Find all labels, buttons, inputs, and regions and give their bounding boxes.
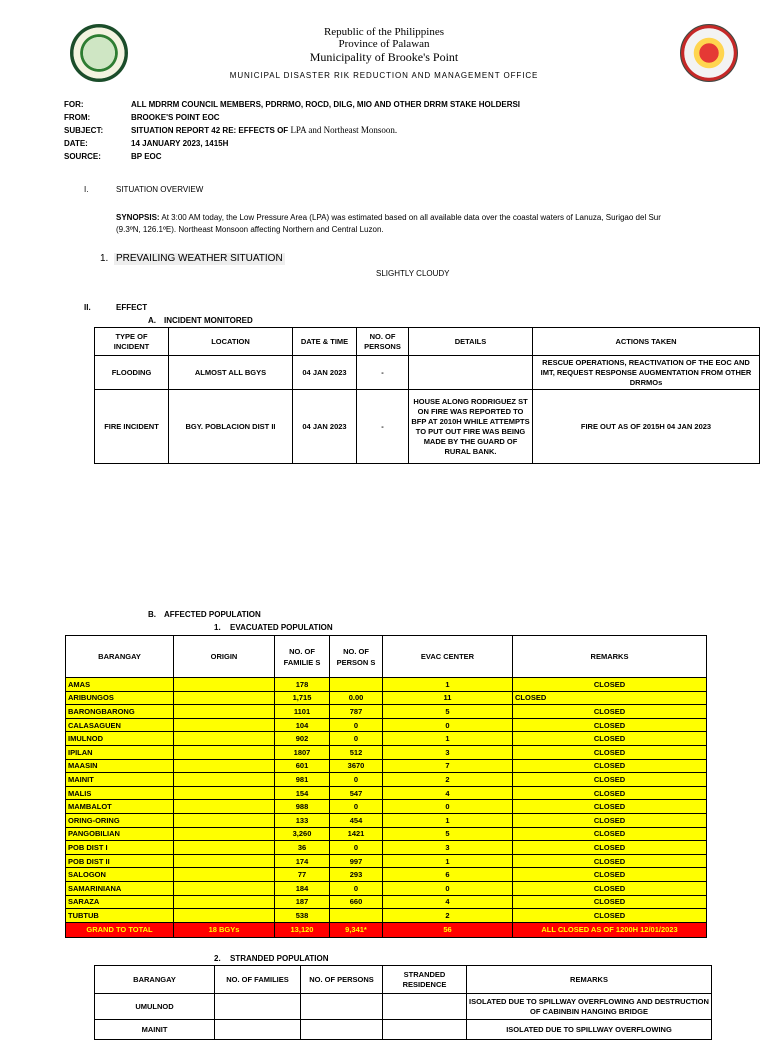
table-cell: CLOSED <box>513 827 707 841</box>
table-cell: ORING-ORING <box>66 813 174 827</box>
table-cell: 538 <box>275 909 330 923</box>
table-cell: 0 <box>330 732 383 746</box>
table-cell: CLOSED <box>513 759 707 773</box>
table-cell: FLOODING <box>95 356 169 390</box>
column-header: DETAILS <box>409 328 533 356</box>
table-row <box>95 390 760 464</box>
table-cell: MAINIT <box>66 773 174 787</box>
table-row <box>66 773 707 787</box>
evacuated-title: EVACUATED POPULATION <box>230 623 333 632</box>
table-cell: 3670 <box>330 759 383 773</box>
table-cell: MAINIT <box>95 1020 215 1040</box>
table-cell <box>301 994 383 1020</box>
table-cell: 77 <box>275 868 330 882</box>
header-municipality: Municipality of Brooke's Point <box>309 50 459 64</box>
table-cell: CLOSED <box>513 881 707 895</box>
table-cell: BGY. POBLACION DIST II <box>169 390 293 464</box>
table-cell <box>174 827 275 841</box>
stranded-title: STRANDED POPULATION <box>230 954 329 963</box>
table-cell <box>383 1020 467 1040</box>
column-header: TYPE OF INCIDENT <box>95 328 169 356</box>
table-cell: 11 <box>383 691 513 705</box>
table-cell <box>174 813 275 827</box>
table-cell: 981 <box>275 773 330 787</box>
total-cell: 13,120 <box>275 922 330 937</box>
column-header: DATE & TIME <box>293 328 357 356</box>
table-cell: CALASAGUEN <box>66 718 174 732</box>
table-cell: 1,715 <box>275 691 330 705</box>
table-cell: - <box>357 390 409 464</box>
table-row <box>66 718 707 732</box>
table-cell: 1101 <box>275 705 330 719</box>
table-cell: 4 <box>383 895 513 909</box>
table-cell: CLOSED <box>513 868 707 882</box>
table-cell: IPILAN <box>66 745 174 759</box>
table-cell: CLOSED <box>513 705 707 719</box>
subsection-b-letter: B. <box>148 610 156 619</box>
column-header: NO. OF PERSONS <box>301 966 383 994</box>
table-row <box>66 705 707 719</box>
table-cell: 5 <box>383 827 513 841</box>
table-cell: MAASIN <box>66 759 174 773</box>
column-header: NO. OF FAMILIES <box>215 966 301 994</box>
table-cell: 36 <box>275 841 330 855</box>
table-cell: RESCUE OPERATIONS, REACTIVATION OF THE EOC AND IMT, REQUEST RESPONSE AUGMENTATION FROM OTHER DRRMOs <box>533 356 760 390</box>
table-cell: CLOSED <box>513 773 707 787</box>
table-row <box>66 678 707 692</box>
table-cell <box>174 868 275 882</box>
weather-title: PREVAILING WEATHER SITUATION <box>116 253 283 264</box>
table-cell <box>174 895 275 909</box>
incident-table <box>94 327 760 464</box>
table-cell: 1 <box>383 854 513 868</box>
table-cell: 547 <box>330 786 383 800</box>
table-cell: UMULNOD <box>95 994 215 1020</box>
table-cell: 187 <box>275 895 330 909</box>
subsection-b-title: AFFECTED POPULATION <box>164 610 261 619</box>
table-cell: CLOSED <box>513 732 707 746</box>
table-cell <box>174 678 275 692</box>
table-row <box>66 868 707 882</box>
column-header: NO. OF PERSONS <box>357 328 409 356</box>
table-cell: 7 <box>383 759 513 773</box>
table-cell: FIRE INCIDENT <box>95 390 169 464</box>
table-cell: 133 <box>275 813 330 827</box>
table-cell <box>174 841 275 855</box>
total-cell: GRAND TO TOTAL <box>66 922 174 937</box>
table-cell <box>174 773 275 787</box>
stranded-header-row <box>95 966 712 994</box>
table-cell: 0 <box>330 718 383 732</box>
table-cell: 512 <box>330 745 383 759</box>
total-cell: ALL CLOSED AS OF 1200H 12/01/2023 <box>513 922 707 937</box>
stranded-number: 2. <box>214 954 221 963</box>
table-cell: 0 <box>383 800 513 814</box>
table-cell: 3 <box>383 841 513 855</box>
table-cell: FIRE OUT AS OF 2015H 04 JAN 2023 <box>533 390 760 464</box>
table-cell: 2 <box>383 773 513 787</box>
table-cell: SALOGON <box>66 868 174 882</box>
table-cell: SAMARINIANA <box>66 881 174 895</box>
table-cell: 0 <box>330 841 383 855</box>
synopsis-line-1: SYNOPSIS: At 3:00 AM today, the Low Pressure Area (LPA) was estimated based on all available data over the coastal waters of Lanuza, Surigao del Sur <box>116 213 661 222</box>
table-cell: PANGOBILIAN <box>66 827 174 841</box>
table-cell: 1 <box>383 678 513 692</box>
table-cell <box>174 718 275 732</box>
table-cell <box>215 994 301 1020</box>
table-cell: HOUSE ALONG RODRIGUEZ ST ON FIRE WAS REPORTED TO BFP AT 2010H WHILE ATTEMPTS TO PUT OUT FIRE WAS BEING MADE BY THE GUARD OF RURAL BANK. <box>409 390 533 464</box>
table-cell <box>383 994 467 1020</box>
table-cell: CLOSED <box>513 786 707 800</box>
table-cell <box>174 705 275 719</box>
table-cell: CLOSED <box>513 691 707 705</box>
column-header: ORIGIN <box>174 636 275 678</box>
column-header: NO. OF PERSON S <box>330 636 383 678</box>
table-cell <box>174 854 275 868</box>
total-cell: 56 <box>383 922 513 937</box>
table-cell: BARONGBARONG <box>66 705 174 719</box>
table-cell: CLOSED <box>513 745 707 759</box>
table-cell: CLOSED <box>513 800 707 814</box>
table-cell: 0 <box>383 881 513 895</box>
table-cell: 997 <box>330 854 383 868</box>
table-cell: 2 <box>383 909 513 923</box>
table-cell <box>174 909 275 923</box>
subsection-a-title: INCIDENT MONITORED <box>164 316 253 325</box>
evacuated-number: 1. <box>214 623 221 632</box>
table-cell <box>174 732 275 746</box>
subsection-a-letter: A. <box>148 316 156 325</box>
table-cell: 174 <box>275 854 330 868</box>
table-cell <box>409 356 533 390</box>
table-cell: 601 <box>275 759 330 773</box>
table-cell: 454 <box>330 813 383 827</box>
table-row <box>66 759 707 773</box>
table-cell: 1 <box>383 813 513 827</box>
column-header: ACTIONS TAKEN <box>533 328 760 356</box>
table-row <box>66 881 707 895</box>
stranded-table <box>94 965 712 1040</box>
table-cell: 293 <box>330 868 383 882</box>
table-cell: CLOSED <box>513 718 707 732</box>
table-cell: 1 <box>383 732 513 746</box>
table-cell: POB DIST I <box>66 841 174 855</box>
table-row <box>95 994 712 1020</box>
table-cell: CLOSED <box>513 841 707 855</box>
table-cell: 902 <box>275 732 330 746</box>
table-cell: ALMOST ALL BGYS <box>169 356 293 390</box>
column-header: BARANGAY <box>95 966 215 994</box>
table-cell: CLOSED <box>513 678 707 692</box>
column-header: STRANDED RESIDENCE <box>383 966 467 994</box>
column-header: LOCATION <box>169 328 293 356</box>
table-row <box>66 691 707 705</box>
table-cell: - <box>357 356 409 390</box>
column-header: NO. OF FAMILIE S <box>275 636 330 678</box>
table-row <box>66 732 707 746</box>
column-header: EVAC CENTER <box>383 636 513 678</box>
table-cell: 0 <box>330 773 383 787</box>
total-cell: 9,341* <box>330 922 383 937</box>
table-row <box>66 800 707 814</box>
column-header: REMARKS <box>467 966 712 994</box>
table-row <box>66 895 707 909</box>
table-cell: 988 <box>275 800 330 814</box>
header-republic: Republic of the Philippines <box>323 26 445 38</box>
table-cell: SARAZA <box>66 895 174 909</box>
table-row <box>66 745 707 759</box>
table-cell <box>330 909 383 923</box>
table-cell: ISOLATED DUE TO SPILLWAY OVERFLOWING <box>467 1020 712 1040</box>
table-cell: AMAS <box>66 678 174 692</box>
table-cell: 0 <box>383 718 513 732</box>
section-2-title: EFFECT <box>116 303 148 312</box>
table-cell: 660 <box>330 895 383 909</box>
table-cell <box>174 745 275 759</box>
table-cell: 3 <box>383 745 513 759</box>
table-cell: 4 <box>383 786 513 800</box>
table-cell: 104 <box>275 718 330 732</box>
table-row <box>66 813 707 827</box>
table-cell: 0.00 <box>330 691 383 705</box>
evac-header-row <box>66 636 707 678</box>
table-cell: ARIBUNGOS <box>66 691 174 705</box>
table-cell <box>330 678 383 692</box>
table-cell <box>174 881 275 895</box>
table-cell <box>215 1020 301 1040</box>
weather-value: SLIGHTLY CLOUDY <box>376 269 450 278</box>
column-header: REMARKS <box>513 636 707 678</box>
section-2-number: II. <box>84 303 91 312</box>
table-cell: POB DIST II <box>66 854 174 868</box>
table-cell: 5 <box>383 705 513 719</box>
column-header: BARANGAY <box>66 636 174 678</box>
table-cell: MAMBALOT <box>66 800 174 814</box>
table-cell: CLOSED <box>513 909 707 923</box>
evac-rows <box>66 678 707 923</box>
table-cell: TUBTUB <box>66 909 174 923</box>
synopsis-line-2: (9.3ºN, 126.1ºE). Northeast Monsoon affecting Northern and Central Luzon. <box>116 225 384 234</box>
incident-header-row <box>95 328 760 356</box>
table-cell: ISOLATED DUE TO SPILLWAY OVERFLOWING AND DESTRUCTION OF CABINBIN HANGING BRIDGE <box>467 994 712 1020</box>
table-cell <box>174 800 275 814</box>
grand-total-row <box>66 922 707 937</box>
table-cell: 787 <box>330 705 383 719</box>
table-cell: 6 <box>383 868 513 882</box>
table-cell <box>174 759 275 773</box>
table-cell: 154 <box>275 786 330 800</box>
table-row <box>66 786 707 800</box>
table-cell <box>174 691 275 705</box>
table-cell: IMULNOD <box>66 732 174 746</box>
table-cell: 1807 <box>275 745 330 759</box>
weather-number: 1. <box>100 253 109 264</box>
table-cell: 1421 <box>330 827 383 841</box>
evacuated-table <box>65 635 707 938</box>
section-1-title: SITUATION OVERVIEW <box>116 185 204 194</box>
table-cell: 04 JAN 2023 <box>293 356 357 390</box>
table-cell <box>301 1020 383 1040</box>
header-office: MUNICIPAL DISASTER RIK REDUCTION AND MANAGEMENT OFFICE <box>229 71 539 80</box>
table-row <box>66 827 707 841</box>
table-cell: 04 JAN 2023 <box>293 390 357 464</box>
table-row <box>66 909 707 923</box>
table-cell: 3,260 <box>275 827 330 841</box>
table-row <box>95 356 760 390</box>
section-1-number: I. <box>84 185 89 194</box>
table-row <box>95 1020 712 1040</box>
table-cell <box>174 786 275 800</box>
table-cell: 0 <box>330 881 383 895</box>
header-province: Province of Palawan <box>338 38 430 50</box>
table-cell: 184 <box>275 881 330 895</box>
table-cell: MALIS <box>66 786 174 800</box>
table-cell: CLOSED <box>513 854 707 868</box>
table-cell: 178 <box>275 678 330 692</box>
table-cell: CLOSED <box>513 813 707 827</box>
total-cell: 18 BGYs <box>174 922 275 937</box>
table-row <box>66 854 707 868</box>
table-cell: CLOSED <box>513 895 707 909</box>
table-cell: 0 <box>330 800 383 814</box>
table-row <box>66 841 707 855</box>
